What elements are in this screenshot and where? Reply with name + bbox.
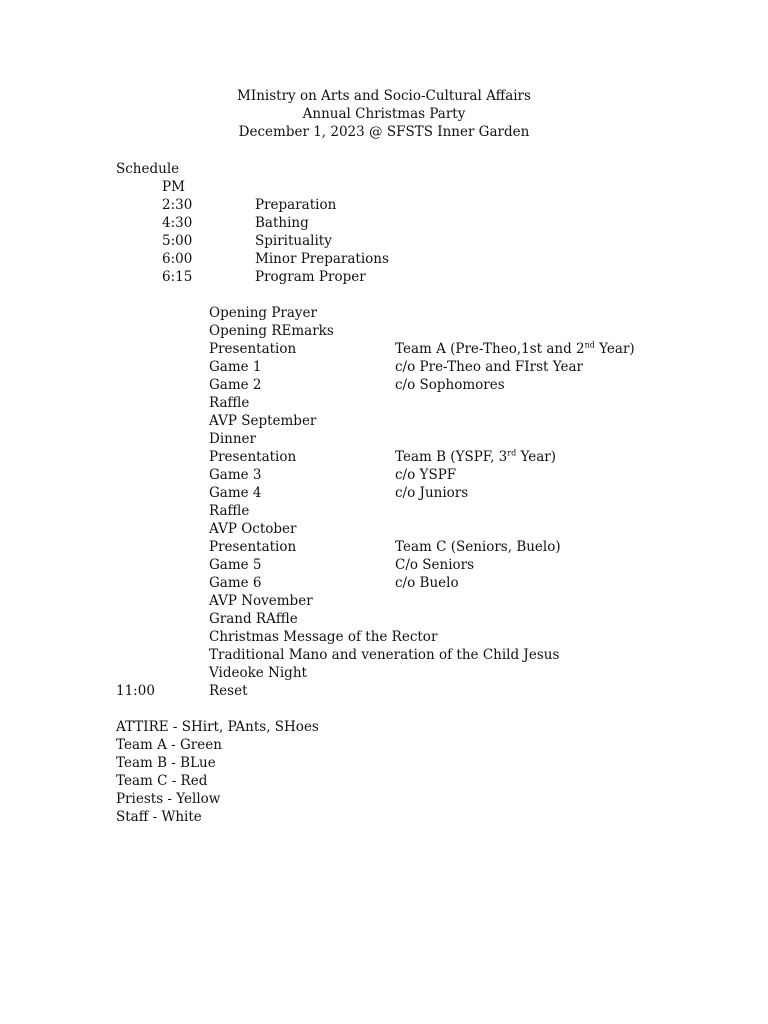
schedule-time: 6:00 [162, 251, 193, 267]
attire-line: Team C - Red [116, 773, 208, 789]
schedule-activity: Program Proper [255, 269, 366, 285]
program-item: Grand RAffle [209, 611, 298, 627]
schedule-activity: Bathing [255, 215, 309, 231]
program-item: Opening REmarks [209, 323, 334, 339]
program-item: Christmas Message of the Rector [209, 629, 438, 645]
program-item: Game 6 [209, 575, 262, 591]
schedule-time: 4:30 [162, 215, 193, 231]
program-item: AVP September [209, 413, 317, 429]
program-item: Presentation [209, 449, 297, 465]
program-note-text: Team A (Pre-Theo,1st and 2 [395, 341, 585, 357]
program-item: Traditional Mano and veneration of the Child Jesus [209, 647, 560, 663]
program-item: Game 4 [209, 485, 262, 501]
program-note-text: Year) [594, 341, 635, 357]
header-date-place: December 1, 2023 @ SFSTS Inner Garden [238, 124, 530, 141]
header-event-title: Annual Christmas Party [302, 106, 466, 123]
program-note: c/o Buelo [395, 575, 459, 591]
ordinal-suffix: rd [507, 448, 517, 458]
program-note: c/o Sophomores [395, 377, 505, 393]
schedule-activity: Preparation [255, 197, 337, 213]
program-item: Presentation [209, 539, 297, 555]
program-item: Raffle [209, 503, 250, 519]
program-note: c/o Juniors [395, 485, 469, 501]
program-note [395, 340, 635, 358]
program-note-text: Team B (YSPF, 3 [395, 449, 508, 465]
program-note-text: Year) [516, 449, 556, 465]
program-item: AVP October [209, 521, 297, 537]
schedule-period: PM [162, 179, 185, 195]
attire-line: Team A - Green [116, 737, 222, 753]
program-item: Game 2 [209, 377, 262, 393]
header-organization: MInistry on Arts and Socio-Cultural Affairs [237, 88, 531, 104]
document-header [0, 87, 768, 142]
program-item: Opening Prayer [209, 305, 317, 321]
program-note: c/o Pre-Theo and FIrst Year [395, 359, 583, 375]
program-item: AVP November [209, 593, 313, 609]
end-activity: Reset [209, 683, 248, 699]
attire-line: Staff - White [116, 809, 202, 825]
program-item: Game 3 [209, 467, 262, 483]
schedule-time: 2:30 [162, 197, 193, 213]
ordinal-suffix: nd [584, 340, 595, 350]
schedule-time: 5:00 [162, 233, 193, 249]
schedule-activity: Spirituality [255, 233, 332, 249]
program-item: Raffle [209, 395, 250, 411]
schedule-heading: Schedule [116, 161, 180, 177]
schedule-activity: Minor Preparations [255, 251, 389, 267]
attire-line: Priests - Yellow [116, 791, 221, 807]
program-note: c/o YSPF [395, 467, 457, 483]
attire-heading: ATTIRE - SHirt, PAnts, SHoes [116, 719, 319, 735]
program-item: Game 5 [209, 557, 262, 573]
attire-line: Team B - BLue [116, 755, 216, 771]
program-note: Team C (Seniors, Buelo) [395, 539, 561, 555]
program-note: C/o Seniors [395, 557, 475, 573]
program-item: Presentation [209, 341, 297, 357]
schedule-time: 6:15 [162, 269, 193, 285]
program-item: Dinner [209, 431, 256, 447]
program-item: Videoke Night [209, 665, 307, 681]
program-note [395, 448, 556, 466]
program-item: Game 1 [209, 359, 262, 375]
end-time: 11:00 [116, 683, 155, 699]
